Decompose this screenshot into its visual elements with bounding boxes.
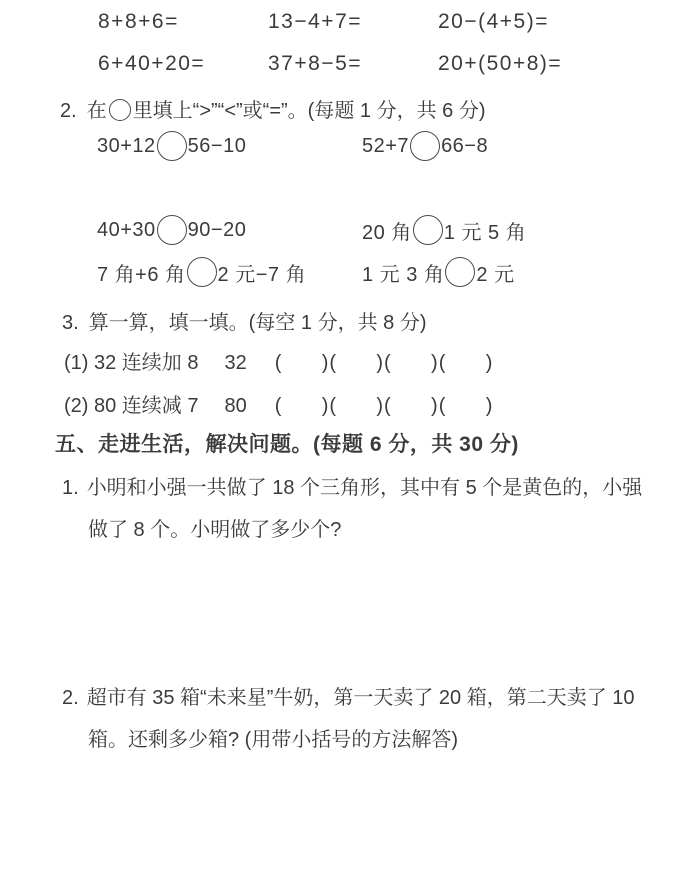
problem-text: 超市有 35 箱“未来星”牛奶，第一天卖了 20 箱，第二天卖了 10 xyxy=(86,687,635,709)
problem-number: 2. xyxy=(62,687,79,709)
comparison-row xyxy=(0,254,676,290)
question-number: 2. xyxy=(60,100,77,122)
comparison-right: 2 元−7 角 xyxy=(217,263,307,286)
comparison-pair xyxy=(362,254,515,290)
question-text-pre: 在 xyxy=(86,100,107,122)
comparison-pair xyxy=(97,212,246,248)
comparison-pair xyxy=(97,254,306,290)
question-number: 3. xyxy=(62,312,79,334)
answer-circle-icon xyxy=(410,131,440,161)
comparison-left: 40+30 xyxy=(97,218,156,241)
section-5-header: 五、走进生活，解决问题。(每题 6 分，共 30 分) xyxy=(55,433,519,456)
comparison-row xyxy=(0,128,676,164)
comparison-right: 56−10 xyxy=(187,134,247,157)
comparison-row xyxy=(0,212,676,248)
comparison-right: 66−8 xyxy=(441,134,489,157)
item-label: (1) 32 连续加 8 xyxy=(64,352,199,374)
question-2-header xyxy=(60,94,485,125)
question-text-post: 里填上“>”“<”或“=”。(每题 1 分，共 6 分) xyxy=(132,100,486,122)
equation-cell: 37+8−5= xyxy=(268,52,363,75)
comparison-right: 2 元 xyxy=(476,263,515,286)
problem-number: 1. xyxy=(62,477,79,499)
fill-in-item xyxy=(64,346,493,375)
item-blanks: ( )( )( )( ) xyxy=(274,352,494,374)
equation-cell: 6+40+20= xyxy=(98,52,206,75)
answer-circle-icon xyxy=(187,257,217,287)
comparison-left: 1 元 3 角 xyxy=(362,263,445,286)
comparison-pair xyxy=(97,128,246,164)
problem-text: 小明和小强一共做了 18 个三角形，其中有 5 个是黄色的，小强 xyxy=(86,477,643,499)
equation-cell: 20+(50+8)= xyxy=(438,52,563,75)
question-3-header xyxy=(62,306,426,335)
word-problem-2-line-1 xyxy=(62,681,635,710)
answer-circle-icon xyxy=(157,215,187,245)
question-text: 算一算，填一填。(每空 1 分，共 8 分) xyxy=(88,312,427,334)
comparison-pair xyxy=(362,212,526,248)
comparison-left: 30+12 xyxy=(97,134,156,157)
equation-cell: 20−(4+5)= xyxy=(438,10,549,33)
item-blanks: ( )( )( )( ) xyxy=(274,395,494,417)
comparison-right: 1 元 5 角 xyxy=(443,221,527,244)
comparison-left: 52+7 xyxy=(362,134,410,157)
answer-circle-icon xyxy=(109,99,131,121)
word-problem-2-line-2: 箱。还剩多少箱? (用带小括号的方法解答) xyxy=(88,729,458,751)
answer-circle-icon xyxy=(413,215,443,245)
comparison-pair xyxy=(362,128,488,164)
word-problem-1-line-1 xyxy=(62,471,642,500)
item-start-value: 80 xyxy=(224,395,247,417)
item-start-value: 32 xyxy=(224,352,247,374)
equation-cell: 8+8+6= xyxy=(98,10,179,33)
comparison-left: 7 角+6 角 xyxy=(97,263,186,286)
comparison-left: 20 角 xyxy=(362,221,412,244)
answer-circle-icon xyxy=(157,131,187,161)
word-problem-1-line-2: 做了 8 个。小明做了多少个? xyxy=(88,519,342,541)
comparison-right: 90−20 xyxy=(187,218,247,241)
fill-in-item xyxy=(64,389,493,418)
answer-circle-icon xyxy=(445,257,475,287)
equation-cell: 13−4+7= xyxy=(268,10,363,33)
item-label: (2) 80 连续减 7 xyxy=(64,395,199,417)
